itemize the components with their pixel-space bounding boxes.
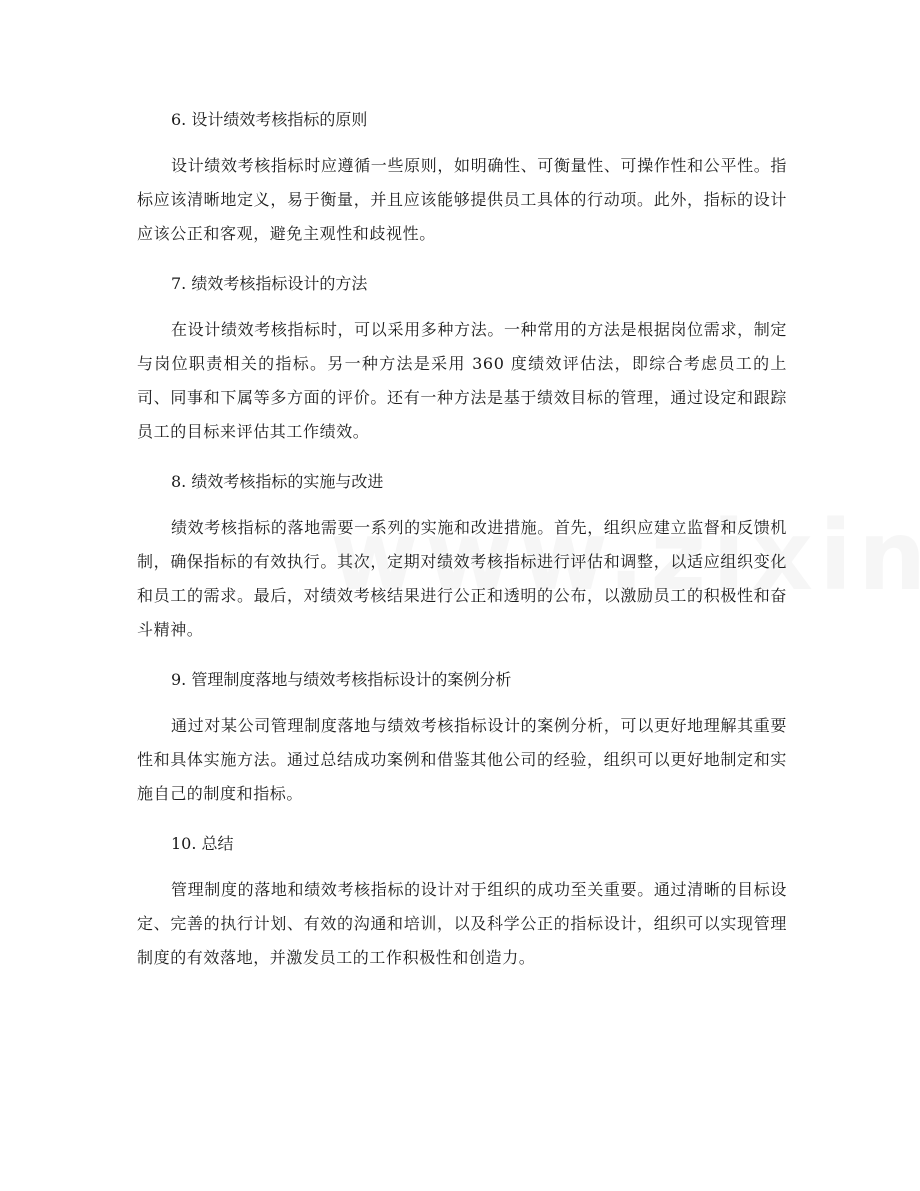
document-body (137, 103, 787, 975)
section-9 (137, 663, 787, 823)
section-paragraph: 绩效考核指标的落地需要一系列的实施和改进措施。首先，组织应建立监督和反馈机制，确保指标的有效执行。其次，定期对绩效考核指标进行评估和调整，以适应组织变化和员工的需求。最后，对绩效考核结果进行公正和透明的公布，以激励员工的积极性和奋斗精神。 (137, 518, 787, 639)
section-heading: 6. 设计绩效考核指标的原则 (171, 110, 368, 129)
section-heading: 7. 绩效考核指标设计的方法 (171, 274, 368, 293)
section-7 (137, 267, 787, 461)
section-heading: 10. 总结 (171, 834, 234, 853)
section-paragraph: 设计绩效考核指标时应遵循一些原则，如明确性、可衡量性、可操作性和公平性。指标应该清晰地定义，易于衡量，并且应该能够提供员工具体的行动项。此外，指标的设计应该公正和客观，避免主观性和歧视性。 (137, 156, 787, 243)
section-10 (137, 827, 787, 975)
section-paragraph: 管理制度的落地和绩效考核指标的设计对于组织的成功至关重要。通过清晰的目标设定、完善的执行计划、有效的沟通和培训，以及科学公正的指标设计，组织可以实现管理制度的有效落地，并激发员工的工作积极性和创造力。 (137, 880, 787, 967)
section-6 (137, 103, 787, 263)
section-paragraph: 通过对某公司管理制度落地与绩效考核指标设计的案例分析，可以更好地理解其重要性和具体实施方法。通过总结成功案例和借鉴其他公司的经验，组织可以更好地制定和实施自己的制度和指标。 (137, 716, 787, 803)
section-heading: 9. 管理制度落地与绩效考核指标设计的案例分析 (171, 670, 512, 689)
section-8 (137, 465, 787, 659)
section-heading: 8. 绩效考核指标的实施与改进 (171, 472, 384, 491)
section-paragraph: 在设计绩效考核指标时，可以采用多种方法。一种常用的方法是根据岗位需求，制定与岗位职责相关的指标。另一种方法是采用 360 度绩效评估法，即综合考虑员工的上司、同事和下属等多方面的评价。还有一种方法是基于绩效目标的管理，通过设定和跟踪员工的目标来评估其工作绩效。 (137, 320, 787, 441)
